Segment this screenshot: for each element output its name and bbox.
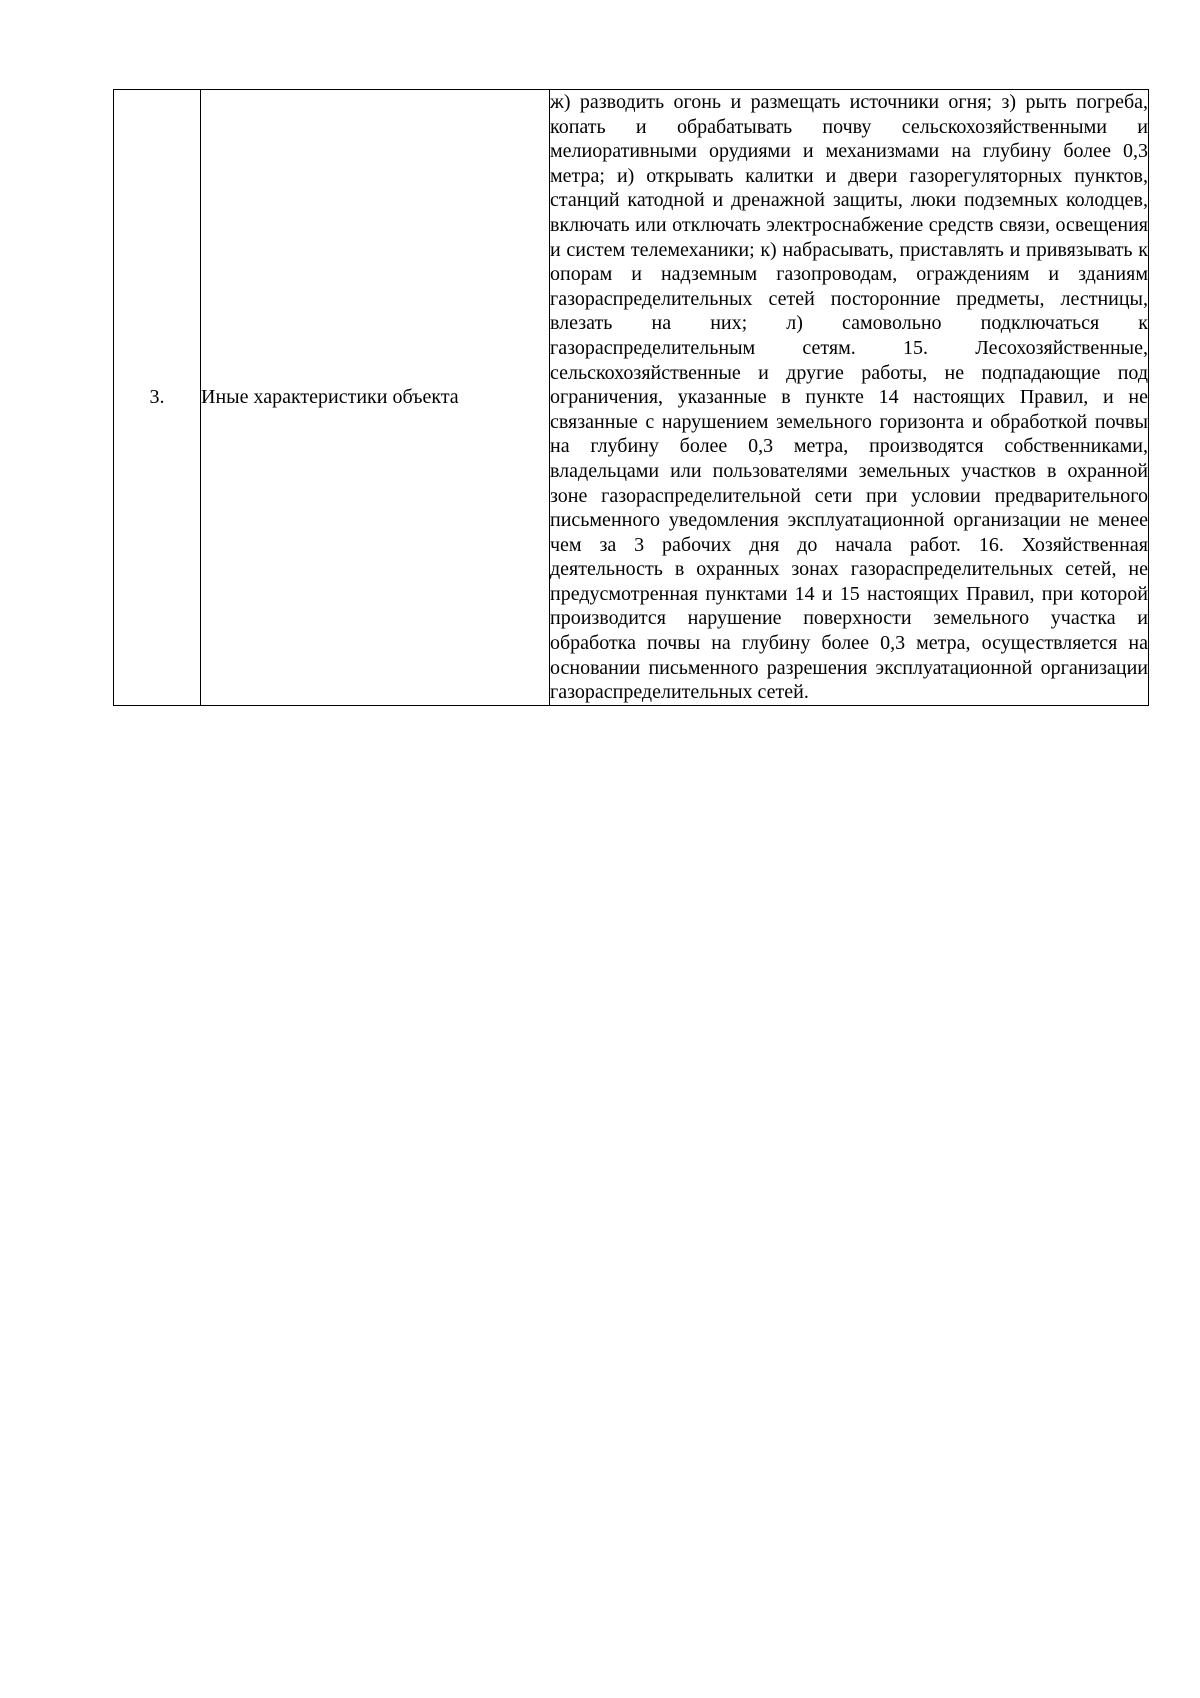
row-number-cell: 3. (114, 90, 201, 706)
row-text-cell: ж) разводить огонь и размещать источники огня; з) рыть погреба, копать и обрабатывать почву сельскохозяйственными и мелиоративными орудиями и механизмами на глубину более 0,3 метра; и) открывать калитки и двери газорегуляторных пунктов, станций катодной и дренажной защиты, люки подземных колодцев, включать или отключать электроснабжение средств связи, освещения и систем телемеханики; к) набрасывать, приставлять и привязывать к опорам и надземным газопроводам, ограждениям и зданиям газораспределительных сетей посторонние предметы, лестницы, влезать на них; л) самовольно подключаться к газораспределительным сетям. 15. Лесохозяйственные, сельскохозяйственные и другие работы, не подпадающие под ограничения, указанные в пункте 14 настоящих Правил, и не связанные с нарушением земельного горизонта и обработкой почвы на глубину более 0,3 метра, производятся собственниками, владельцами или пользователями земельных участков в охранной зоне газораспределительной сети при условии предварительного письменного уведомления эксплуатационной организации не менее чем за 3 рабочих дня до начала работ. 16. Хозяйственная деятельность в охранных зонах газораспределительных сетей, не предусмотренная пунктами 14 и 15 настоящих Правил, при которой производится нарушение поверхности земельного участка и обработка почвы на глубину более 0,3 метра, осуществляется на основании письменного разрешения эксплуатационной организации газораспределительных сетей. (550, 90, 1149, 706)
characteristics-table (113, 89, 1149, 706)
table-row (114, 90, 1149, 706)
row-label-cell: Иные характеристики объекта (201, 90, 550, 706)
table-body (114, 90, 1149, 706)
